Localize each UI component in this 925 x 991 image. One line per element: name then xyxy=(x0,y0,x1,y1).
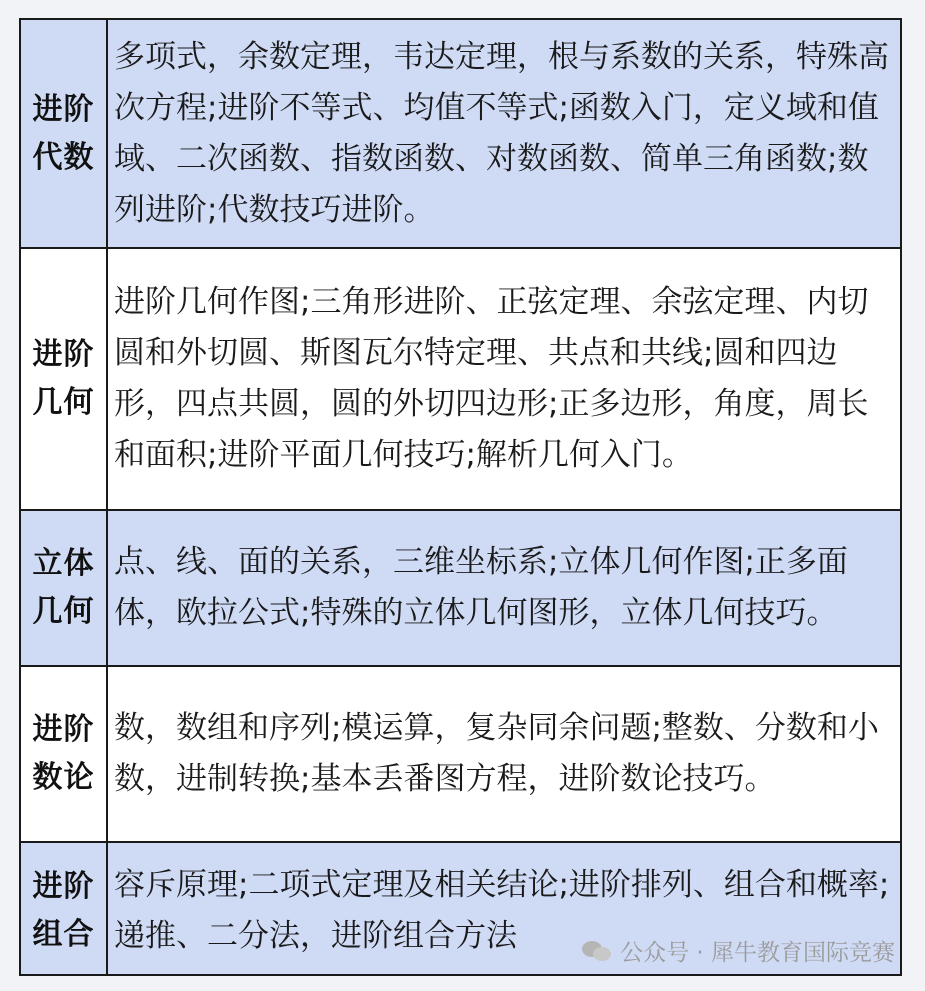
wechat-icon xyxy=(582,939,612,963)
topic-cell xyxy=(21,842,107,976)
topic-cell xyxy=(21,666,107,842)
topic-label-line1: 进阶 xyxy=(32,868,95,904)
curriculum-table-grid xyxy=(21,20,900,976)
content-cell: 多项式，余数定理，韦达定理，根与系数的关系，特殊高次方程;进阶不等式、均值不等式;函数入门，定义域和值域、二次函数、指数函数、对数函数、简单三角函数;数列进阶;代数技巧进阶。 xyxy=(107,20,900,248)
topic-label-line2: 数论 xyxy=(32,760,95,795)
topic-cell xyxy=(21,248,107,510)
watermark xyxy=(582,934,895,967)
table-row xyxy=(21,666,900,842)
topic-label-line2: 几何 xyxy=(32,594,95,629)
table-row xyxy=(21,510,900,666)
topic-cell xyxy=(21,510,107,666)
topic-cell xyxy=(21,20,107,248)
topic-label-line2: 代数 xyxy=(32,139,95,175)
topic-label-line2: 组合 xyxy=(32,916,95,952)
topic-label-line1: 进阶 xyxy=(32,337,95,372)
topic-label-line1: 进阶 xyxy=(32,712,95,747)
content-cell: 容斥原理;二项式定理及相关结论;进阶排列、组合和概率;递推、二分法，进阶组合方法 xyxy=(107,842,900,976)
topic-label-line2: 几何 xyxy=(32,385,95,420)
topic-label-line1: 立体 xyxy=(32,546,95,581)
content-cell: 数，数组和序列;模运算，复杂同余问题;整数、分数和小数，进制转换;基本丢番图方程，进阶数论技巧。 xyxy=(107,666,900,842)
content-cell: 进阶几何作图;三角形进阶、正弦定理、余弦定理、内切圆和外切圆、斯图瓦尔特定理、共点和共线;圆和四边形，四点共圆，圆的外切四边形;正多边形，角度，周长和面积;进阶平面几何技巧;解析几何入门。 xyxy=(107,248,900,510)
curriculum-table xyxy=(19,18,902,976)
table-row xyxy=(21,248,900,510)
watermark-text: 公众号 · 犀牛教育国际竞赛 xyxy=(620,940,895,966)
content-cell: 点、线、面的关系，三维坐标系;立体几何作图;正多面体，欧拉公式;特殊的立体几何图形，立体几何技巧。 xyxy=(107,510,900,666)
table-row xyxy=(21,20,900,248)
topic-label-line1: 进阶 xyxy=(32,91,95,127)
